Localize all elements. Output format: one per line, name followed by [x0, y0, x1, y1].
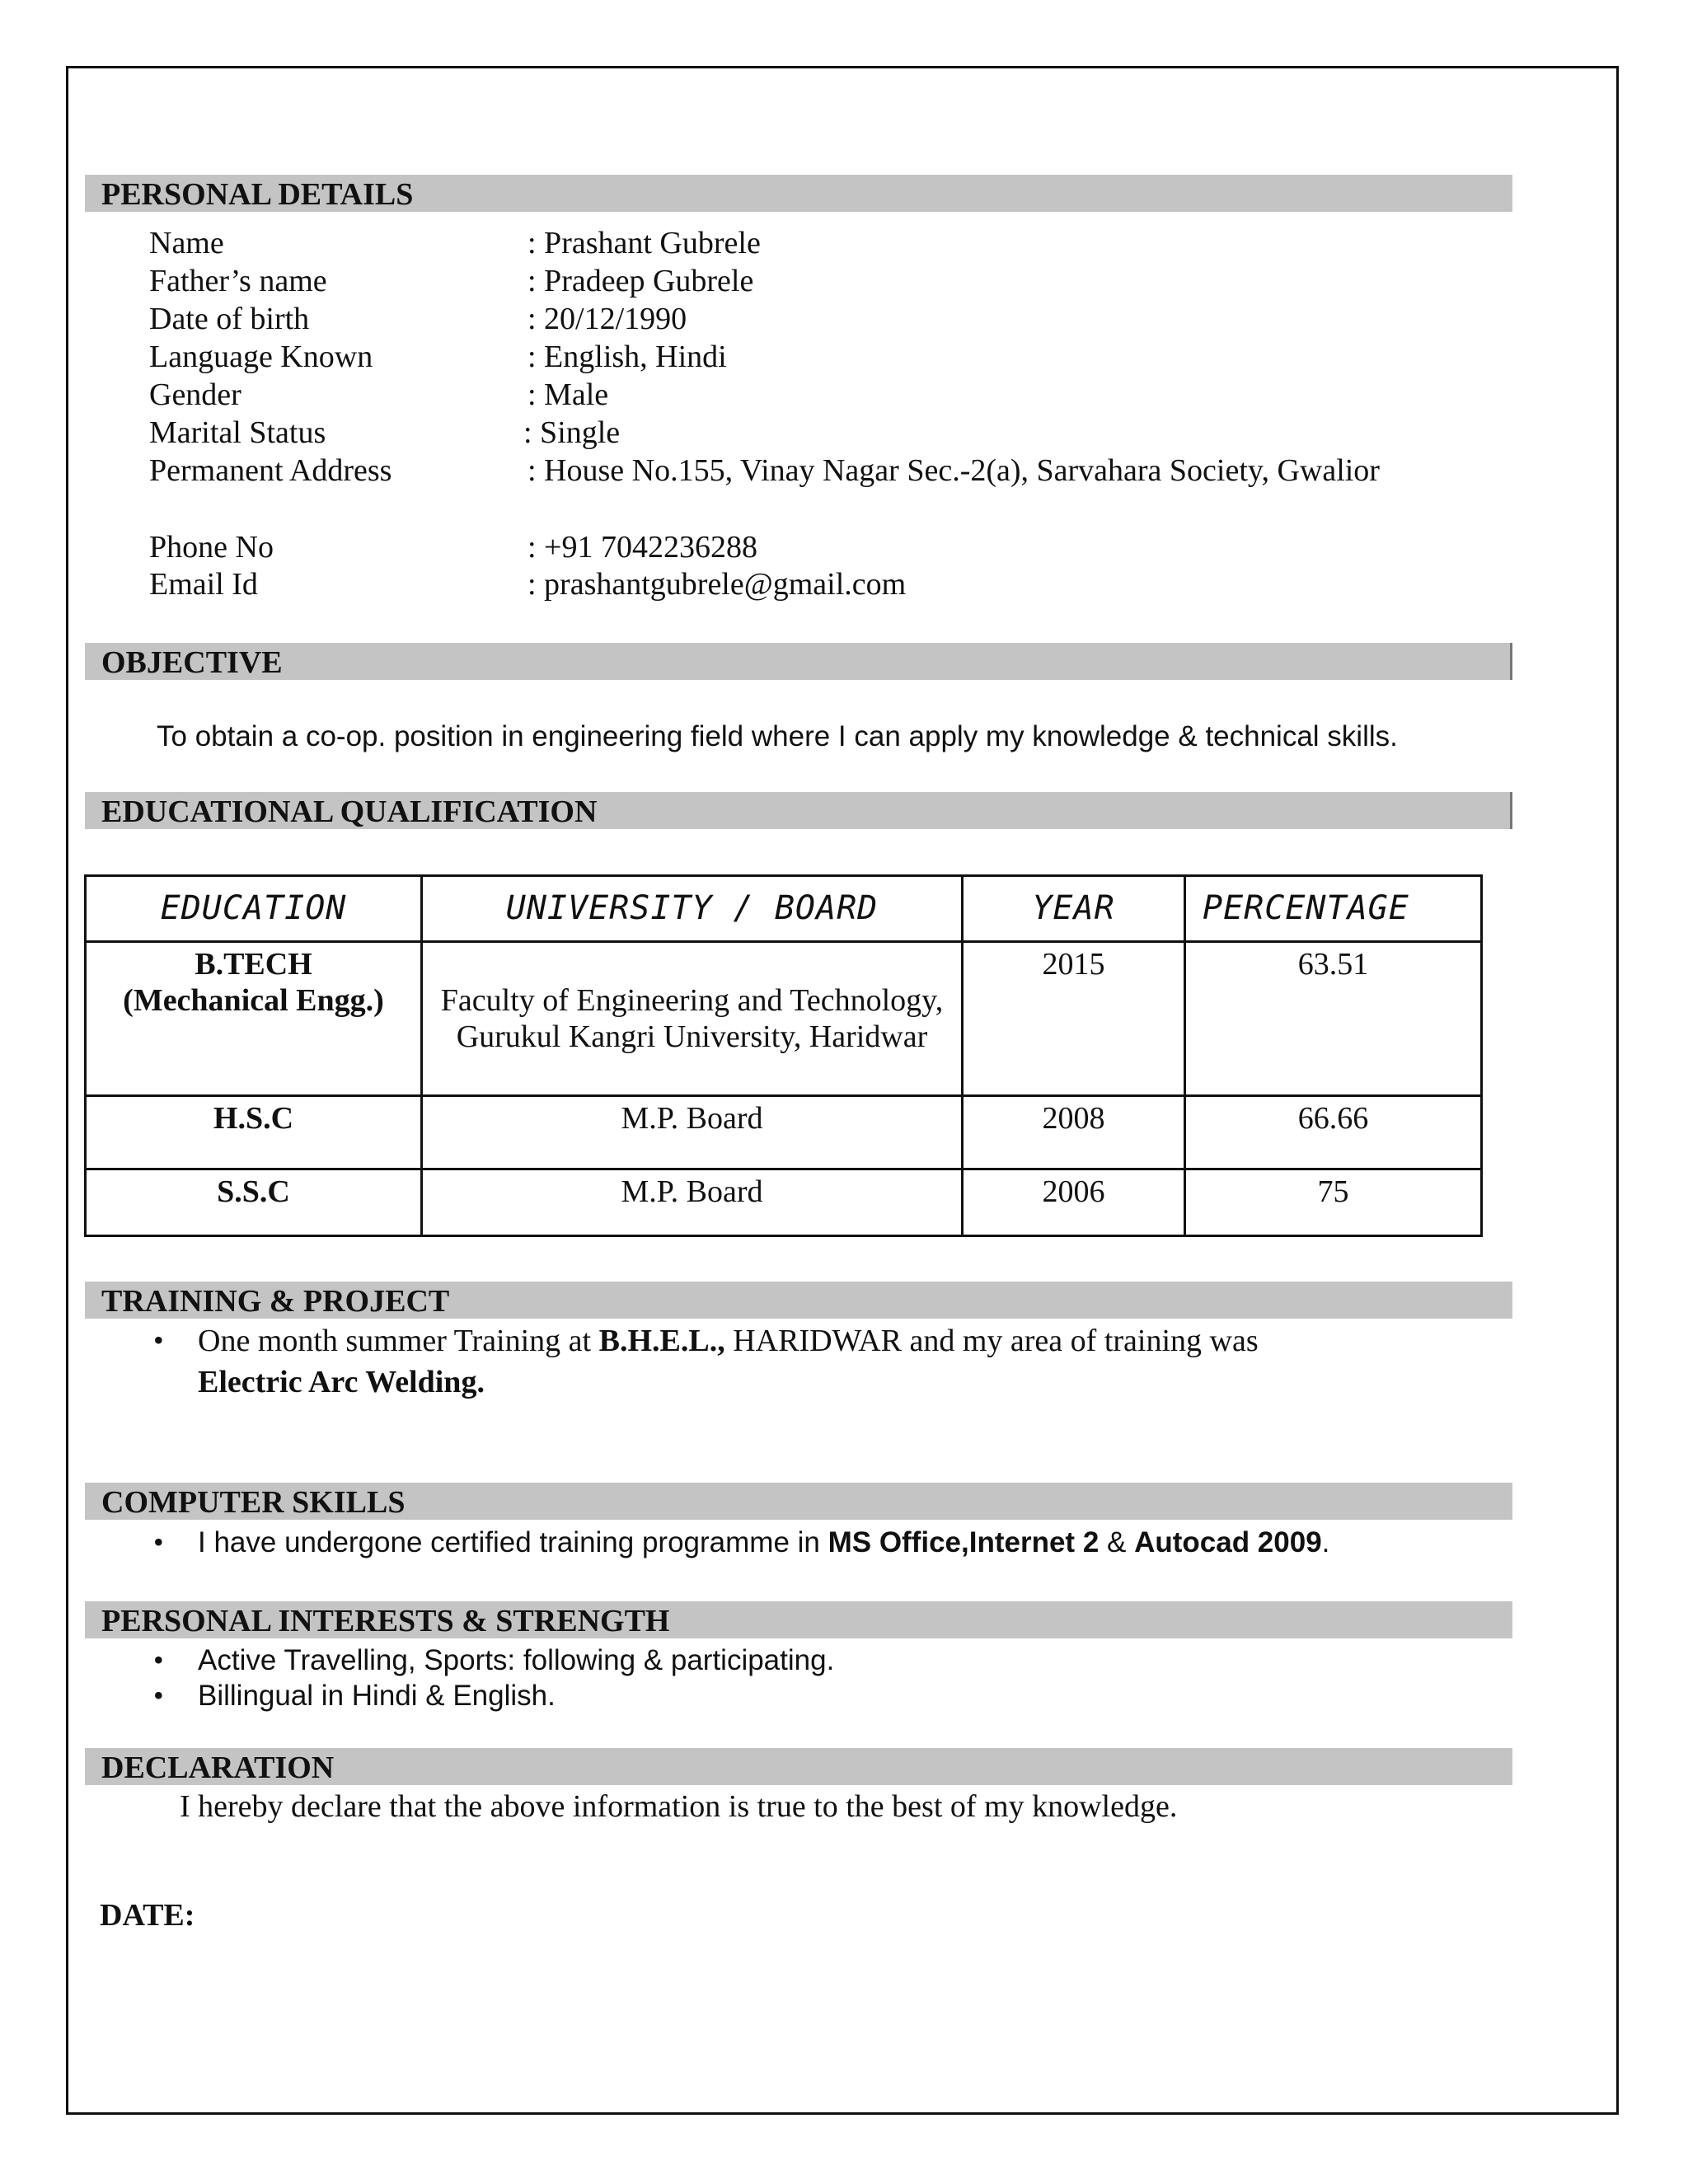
column-header-percentage: PERCENTAGE: [1185, 876, 1482, 942]
field-label: Phone No: [149, 530, 274, 565]
training-text: HARIDWAR and my area of training was: [724, 1324, 1259, 1358]
board-cell: Faculty of Engineering and Technology, Gurukul Kangri University, Haridwar: [422, 941, 963, 1096]
field-value: : English, Hindi: [528, 340, 727, 374]
field-value: : Prashant Gubrele: [528, 226, 761, 260]
degree-specialization: (Mechanical Engg.): [123, 982, 384, 1018]
computer-skills-heading: COMPUTER SKILLS: [85, 1483, 1512, 1520]
percentage-cell: 66.66: [1185, 1096, 1482, 1169]
field-value: : 20/12/1990: [528, 302, 687, 336]
percentage-cell: 75: [1185, 1169, 1482, 1236]
computer-skills-text: I have undergone certified training programme in: [198, 1526, 828, 1558]
computer-skills-line: [198, 1525, 1329, 1561]
education-heading: EDUCATIONAL QUALIFICATION: [85, 792, 1512, 829]
field-label: Permanent Address: [149, 453, 392, 488]
field-label: Father’s name: [149, 264, 327, 298]
field-value: : +91 7042236288: [528, 530, 757, 565]
declaration-text: I hereby declare that the above information is true to the best of my knowledge.: [180, 1789, 1178, 1824]
field-value: : House No.155, Vinay Nagar Sec.-2(a), Sarvahara Society, Gwalior: [528, 453, 1380, 488]
bullet: •: [153, 1643, 164, 1676]
training-text: One month summer Training at: [198, 1324, 599, 1358]
year-cell: 2008: [963, 1096, 1185, 1169]
table-header-row: [86, 876, 1482, 942]
training-area: Electric Arc Welding.: [198, 1365, 485, 1399]
objective-heading: OBJECTIVE: [85, 643, 1512, 680]
bullet: •: [153, 1679, 164, 1712]
interests-heading: PERSONAL INTERESTS & STRENGTH: [85, 1601, 1512, 1638]
table-row: [86, 1169, 1482, 1236]
field-label: Gender: [149, 377, 241, 412]
computer-skills-text: .: [1321, 1526, 1330, 1558]
training-heading: TRAINING & PROJECT: [85, 1282, 1512, 1319]
date-label: DATE:: [100, 1898, 195, 1933]
board-cell: M.P. Board: [422, 1169, 963, 1236]
column-header-board: UNIVERSITY / BOARD: [422, 876, 963, 942]
field-value: : Male: [528, 377, 609, 412]
field-value: : Single: [523, 415, 621, 450]
education-cell: [86, 941, 422, 1096]
bullet: •: [153, 1324, 164, 1357]
field-value: : Pradeep Gubrele: [528, 264, 754, 298]
field-label: Marital Status: [149, 415, 326, 450]
table-row: [86, 941, 1482, 1096]
degree-name: B.TECH: [195, 946, 312, 982]
interest-item: Billingual in Hindi & English.: [198, 1680, 556, 1712]
education-table: [84, 874, 1483, 1237]
column-header-education: EDUCATION: [86, 876, 422, 942]
table-row: [86, 1096, 1482, 1169]
year-cell: 2006: [963, 1169, 1185, 1236]
training-organization: B.H.E.L.,: [598, 1324, 725, 1358]
declaration-heading: DECLARATION: [85, 1748, 1512, 1785]
percentage-cell: 63.51: [1185, 941, 1482, 1096]
field-label: Language Known: [149, 340, 373, 374]
column-header-year: YEAR: [963, 876, 1185, 942]
year-cell: 2015: [963, 941, 1185, 1096]
field-label: Date of birth: [149, 302, 310, 336]
field-label: Name: [149, 226, 224, 260]
computer-skills-text: &: [1099, 1526, 1135, 1558]
field-value: : prashantgubrele@gmail.com: [528, 567, 907, 602]
objective-text: To obtain a co-op. position in engineering field where I can apply my knowledge & technical skills.: [157, 720, 1398, 752]
education-cell: H.S.C: [86, 1096, 422, 1169]
education-cell: S.S.C: [86, 1169, 422, 1236]
training-line: [198, 1323, 1259, 1359]
board-cell: M.P. Board: [422, 1096, 963, 1169]
skill-autocad: Autocad 2009: [1134, 1526, 1322, 1558]
bullet: •: [153, 1526, 164, 1558]
field-label: Email Id: [149, 567, 258, 602]
interest-item: Active Travelling, Sports: following & participating.: [198, 1644, 835, 1676]
skill-ms-office: MS Office,Internet 2: [828, 1526, 1100, 1558]
personal-details-heading: PERSONAL DETAILS: [85, 175, 1512, 212]
